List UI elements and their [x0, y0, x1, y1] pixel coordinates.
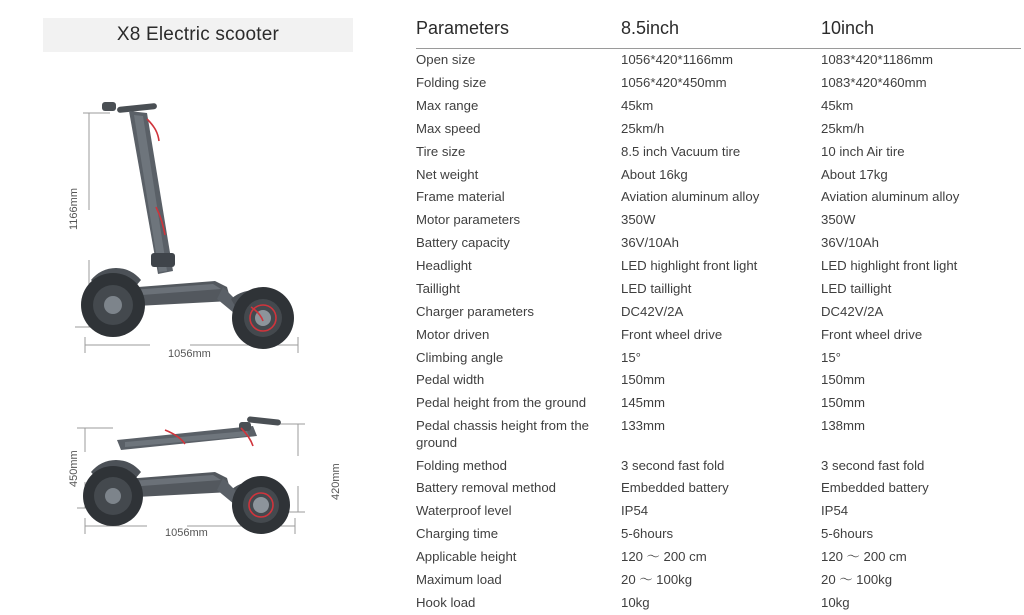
table-row: [416, 546, 1021, 569]
cell-value-85inch: 1056*420*1166mm: [621, 52, 733, 68]
cell-value-85inch: 10kg: [621, 594, 650, 610]
cell-value-10inch: 10 inch Air tire: [821, 143, 905, 159]
cell-parameter: Pedal width: [416, 372, 485, 388]
cell-value-85inch: 350W: [621, 212, 656, 228]
cell-value-85inch: 45km: [621, 97, 654, 113]
table-row: [416, 477, 1021, 500]
cell-value-85inch: LED taillight: [621, 280, 692, 296]
table-row: [416, 278, 1021, 301]
product-title-bar: [43, 18, 353, 52]
cell-parameter: Hook load: [416, 594, 476, 610]
scooter-side-view-illustration: [55, 75, 325, 355]
cell-value-85inch: 25km/h: [621, 120, 665, 136]
cell-value-85inch: LED highlight front light: [621, 258, 758, 274]
scooter-folded-view-illustration: [55, 400, 325, 540]
table-row: [416, 255, 1021, 278]
cell-value-10inch: 150mm: [821, 395, 865, 411]
cell-value-10inch: 10kg: [821, 594, 850, 610]
folded-length-dimension-label: 1056mm: [165, 527, 208, 539]
table-row: [416, 454, 1021, 477]
cell-parameter: Pedal height from the ground: [416, 395, 587, 411]
cell-value-85inch: About 16kg: [621, 166, 688, 182]
column-header-parameters: Parameters: [416, 16, 621, 49]
cell-value-85inch: Embedded battery: [621, 480, 729, 496]
table-row: [416, 523, 1021, 546]
table-row: [416, 163, 1021, 186]
table-header-row: [416, 16, 1021, 49]
cell-value-10inch: DC42V/2A: [821, 303, 884, 319]
cell-value-10inch: About 17kg: [821, 166, 888, 182]
cell-parameter: Folding method: [416, 457, 507, 473]
product-illustration-panel: [0, 0, 400, 576]
cell-value-85inch: Aviation aluminum alloy: [621, 189, 760, 205]
cell-value-10inch: 5-6hours: [821, 526, 874, 542]
cell-parameter: Battery capacity: [416, 235, 510, 251]
cell-value-85inch: 20 ～ 100kg: [621, 571, 693, 587]
cell-parameter: Max speed: [416, 120, 481, 136]
cell-value-85inch: 133mm: [621, 418, 665, 434]
cell-value-85inch: 8.5 inch Vacuum tire: [621, 143, 741, 159]
cell-parameter: Open size: [416, 52, 476, 68]
cell-value-10inch: 120 ～ 200 cm: [821, 549, 907, 565]
cell-value-10inch: Embedded battery: [821, 480, 929, 496]
table-row: [416, 209, 1021, 232]
cell-value-85inch: Front wheel drive: [621, 326, 723, 342]
table-row: [416, 324, 1021, 347]
cell-parameter: Maximum load: [416, 571, 502, 587]
cell-parameter: Waterproof level: [416, 503, 512, 519]
cell-parameter: Motor driven: [416, 326, 490, 342]
table-header: [416, 16, 1021, 49]
cell-value-85inch: 36V/10Ah: [621, 235, 679, 251]
table-row: [416, 232, 1021, 255]
column-header-10inch: 10inch: [821, 16, 1021, 49]
cell-value-10inch: LED taillight: [821, 280, 892, 296]
cell-parameter: Charging time: [416, 526, 499, 542]
folded-width-dimension-label: 420mm: [330, 463, 342, 500]
cell-value-10inch: 1083*420*460mm: [821, 75, 927, 91]
table-row: [416, 569, 1021, 592]
cell-value-85inch: 15°: [621, 349, 641, 365]
cell-parameter: Net weight: [416, 166, 479, 182]
cell-parameter: Frame material: [416, 189, 505, 205]
cell-value-85inch: 5-6hours: [621, 526, 674, 542]
table-row: [416, 118, 1021, 141]
cell-value-85inch: 120 ～ 200 cm: [621, 549, 707, 565]
cell-parameter: Battery removal method: [416, 480, 556, 496]
cell-parameter: Charger parameters: [416, 303, 535, 319]
cell-parameter: Headlight: [416, 258, 472, 274]
cell-value-85inch: 145mm: [621, 395, 665, 411]
table-row: [416, 72, 1021, 95]
table-row: [416, 141, 1021, 164]
page-title: X8 Electric scooter: [116, 24, 280, 45]
cell-value-85inch: 3 second fast fold: [621, 457, 725, 473]
cell-parameter: Tire size: [416, 143, 466, 159]
side-length-dimension-label: 1056mm: [168, 348, 211, 360]
cell-value-85inch: 1056*420*450mm: [621, 75, 727, 91]
cell-value-85inch: 150mm: [621, 372, 665, 388]
specifications-table: [416, 16, 1021, 615]
specifications-panel: [400, 0, 1024, 610]
cell-value-10inch: 25km/h: [821, 120, 865, 136]
cell-value-10inch: Front wheel drive: [821, 326, 923, 342]
cell-value-10inch: 350W: [821, 212, 856, 228]
side-height-dimension-label: 1166mm: [68, 188, 80, 230]
table-row: [416, 369, 1021, 392]
column-header-85inch: 8.5inch: [621, 16, 821, 49]
cell-parameter: Motor parameters: [416, 212, 521, 228]
table-row: [416, 592, 1021, 615]
table-row: [416, 49, 1021, 72]
cell-value-10inch: 20 ～ 100kg: [821, 571, 893, 587]
cell-value-10inch: 3 second fast fold: [821, 457, 925, 473]
cell-parameter: Taillight: [416, 280, 460, 296]
cell-parameter: Pedal chassis height from the ground: [416, 418, 589, 450]
cell-value-10inch: LED highlight front light: [821, 258, 958, 274]
cell-value-10inch: 36V/10Ah: [821, 235, 879, 251]
table-body: [416, 49, 1021, 615]
table-row: [416, 95, 1021, 118]
cell-value-85inch: IP54: [621, 503, 649, 519]
cell-parameter: Folding size: [416, 75, 487, 91]
cell-value-85inch: DC42V/2A: [621, 303, 684, 319]
cell-value-10inch: 1083*420*1186mm: [821, 52, 933, 68]
table-row: [416, 301, 1021, 324]
cell-value-10inch: 45km: [821, 97, 854, 113]
cell-value-10inch: 138mm: [821, 418, 865, 434]
cell-parameter: Climbing angle: [416, 349, 504, 365]
cell-value-10inch: 15°: [821, 349, 841, 365]
table-row: [416, 500, 1021, 523]
folded-height-dimension-label: 450mm: [68, 450, 80, 487]
cell-parameter: Applicable height: [416, 549, 517, 565]
table-row: [416, 346, 1021, 369]
cell-value-10inch: 150mm: [821, 372, 865, 388]
cell-value-10inch: IP54: [821, 503, 849, 519]
table-row: [416, 186, 1021, 209]
cell-parameter: Max range: [416, 97, 479, 113]
table-row: [416, 392, 1021, 415]
cell-value-10inch: Aviation aluminum alloy: [821, 189, 960, 205]
table-row: [416, 415, 1021, 454]
